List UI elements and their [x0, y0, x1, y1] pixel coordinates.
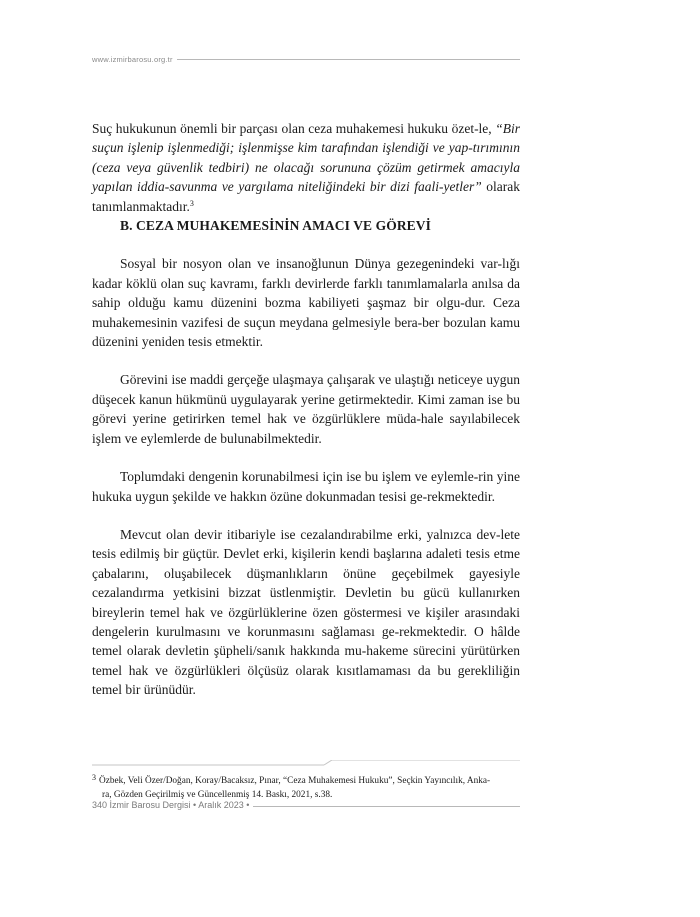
intro-paragraph [92, 119, 520, 216]
paragraph-3: Toplumdaki dengenin korunabilmesi için ise bu işlem ve eylemle-rin yine hukuka uygun şekilde ve hakkın özüne dokunmadan tesisi ge-rekmektedir. [92, 469, 520, 504]
footnote-reference[interactable]: 3 [189, 198, 194, 208]
definition-quote: “Bir suçun işlenip işlenmediği; işlenmişse kim tarafından işlendiği ve yap-tırımının (ceza veya güvenlik tedbiri) ne olacağı sorununa çözüm getirmek amacıyla yapılan iddia-savunma ve yargılama niteliğindeki bir dizi faali-yetler” [92, 121, 520, 195]
intro-text-end: olarak tanımlanmaktadır. [92, 179, 520, 214]
body-text [92, 119, 520, 700]
footnote-separator [92, 760, 520, 768]
footnote-line-2: ra, Gözden Geçirilmiş ve Güncellenmiş 14. Baskı, 2021, s.38. [102, 789, 333, 800]
footnote-line-1 [92, 771, 520, 789]
paragraph-4: Mevcut olan devir itibariyle ise cezalandırabilme erki, yalnızca dev-lete tesis edilmiş bir güçtür. Devlet erki, kişilerin kendi başlarına adaleti tesis etme çabalarını, oluşabilecek düşmanlıkların önüne geçebilmek gayesiyle cezalandırma yetkisini bizzat üstlenmiştir. Devletin bu gücü kullanırken bireylerin temel hak ve özgürlüklerine özen göstermesi ve kişiler arasındaki dengelerin kurulmasını ve korunmasını sağlaması ge-rekmektedir. O hâlde temel olarak devletin şüpheli/sanık hakkında mu-hakeme sürecini yürütürken temel hak ve özgürlükleri ölçüsüz olarak kısıtlamaması da bu gerekliliğin temel bir ürünüdür. [92, 526, 520, 698]
footnote-text-1: Özbek, Veli Özer/Doğan, Koray/Bacaksız, Pınar, “Ceza Muhakemesi Hukuku”, Seçkin Yayıncılık, Anka- [99, 776, 491, 786]
intro-text-start: Suç hukukunun önemli bir parçası olan ceza muhakemesi hukuku özet-le, [92, 121, 496, 136]
footnote [92, 771, 520, 802]
header-rule [177, 59, 520, 60]
header-url: www.izmirbarosu.org.tr [92, 54, 173, 64]
page-header [92, 53, 520, 65]
page-footer [92, 799, 520, 811]
paragraph-1: Sosyal bir nosyon olan ve insanoğlunun Dünya gezegenindeki var-lığı kadar köklü olan suç kavramı, farklı devirlerde farklı tanımlamalarla anılsa da sahip olduğu kamu düzenini bozma kabiliyeti şaşmaz bir olgu-dur. Ceza muhakemesinin vazifesi de suçun meydana gelmesiyle bera-ber bozulan kamu düzenini yeniden tesis etmektir. [92, 256, 520, 350]
footer-text: 340 İzmir Barosu Dergisi • Aralık 2023 • [92, 800, 250, 810]
section-heading: B. CEZA MUHAKEMESİNİN AMACI VE GÖREVİ [120, 218, 431, 234]
paragraph-2: Görevini ise maddi gerçeğe ulaşmaya çalışarak ve ulaştığı neticeye uygun düşecek kanun hükmünü uygulayarak yerine getirmektedir. Kimi zaman ise bu görevi yerine getirirken temel hak ve özgürlüklere müda-hale sayılabilecek işlem ve eylemlerde de bulunabilmektedir. [92, 372, 520, 446]
footnote-number: 3 [92, 773, 96, 782]
footer-rule [253, 806, 520, 807]
